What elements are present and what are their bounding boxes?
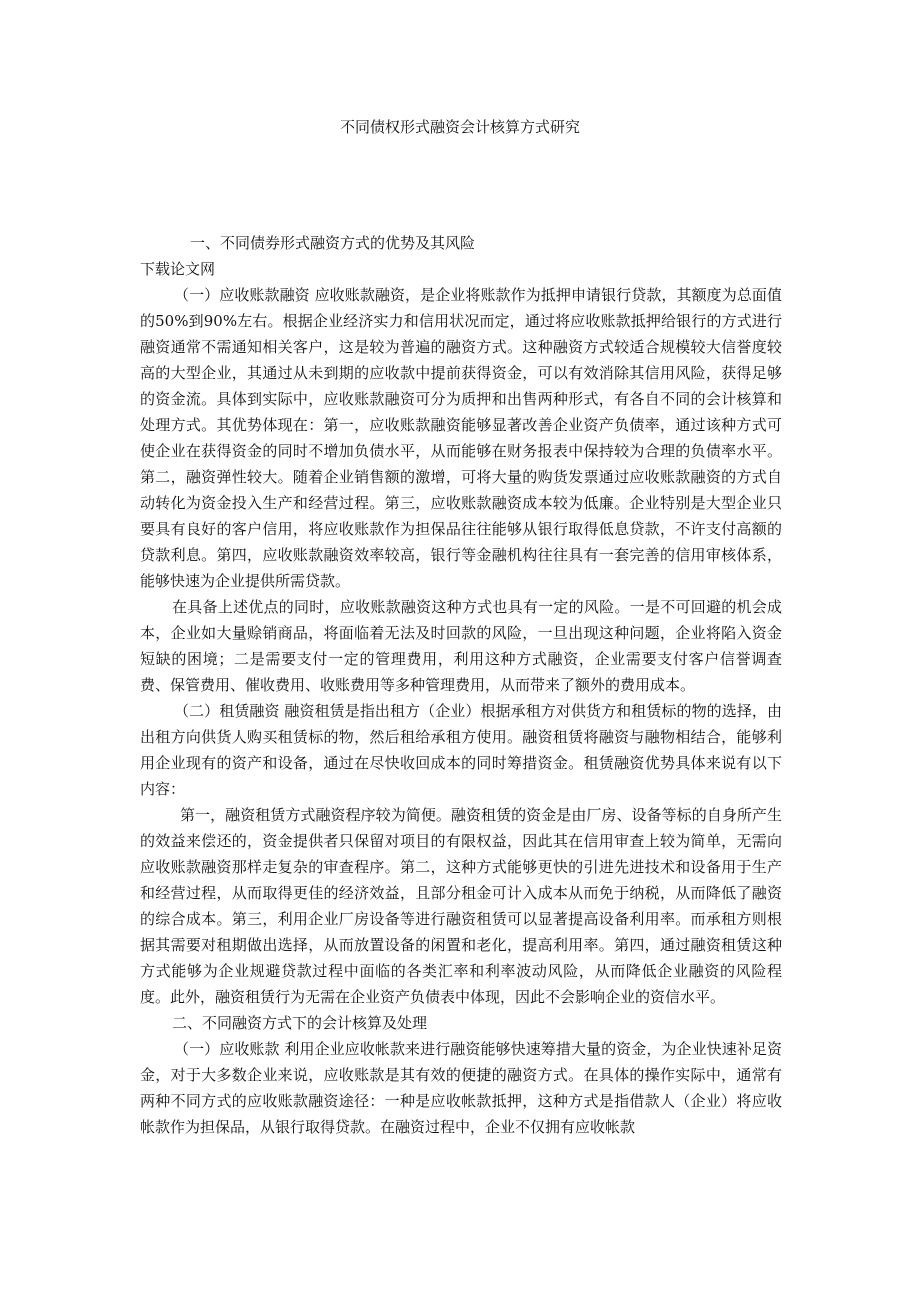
paragraph-leasing-advantages: 第一，融资租赁方式融资程序较为简便。融资租赁的资金是由厂房、设备等标的自身所产生的效益来偿还的，资金提供者只保留对项目的有限权益，因此其在信用审查上较为简单，无需向应收账款融资那样走复杂的审查程序。第二，这种方式能够更快的引进先进技术和设备用于生产和经营过程，从而取得更佳的经济效益，且部分租金可计入成本从而免于纳税，从而降低了融资的综合成本。第三，利用企业厂房设备等进行融资租赁可以显著提高设备利用率。而承租方则根据其需要对租期做出选择，从而放置设备的闲置和老化，提高利用率。第四，通过融资租赁这种方式能够为企业规避贷款过程中面临的各类汇率和利率波动风险，从而降低企业融资的风险程度。此外，融资租赁行为无需在企业资产负债表中体现，因此不会影响企业的资信水平。 — [140, 806, 782, 1006]
section-heading-2: 二、不同融资方式下的会计核算及处理 — [172, 1014, 428, 1032]
source-line: 下载论文网 — [140, 260, 216, 278]
section-heading-1: 一、不同债券形式融资方式的优势及其风险 — [190, 234, 476, 252]
paragraph-receivables-accounting: （一）应收账款 利用企业应收帐款来进行融资能够快速筹措大量的资金，为企业快速补足资金，对于大多数企业来说，应收账款是其有效的便捷的融资方式。在具体的操作实际中，通常有两种不同方式的应收账款融资途径：一种是应收帐款抵押，这种方式是指借款人（企业）将应收帐款作为担保品，从银行取得贷款。在融资过程中，企业不仅拥有应收帐款 — [140, 1040, 782, 1136]
paragraph-receivables-risk: 在具备上述优点的同时，应收账款融资这种方式也具有一定的风险。一是不可回避的机会成本，企业如大量赊销商品，将面临着无法及时回款的风险，一旦出现这种问题，企业将陷入资金短缺的困境；二是需要支付一定的管理费用，利用这种方式融资，企业需要支付客户信誉调查费、保管费用、催收费用、收账费用等多种管理费用，从而带来了额外的费用成本。 — [140, 598, 782, 694]
paragraph-receivables-financing: （一）应收账款融资 应收账款融资，是企业将账款作为抵押申请银行贷款，其额度为总面值的50%到90%左右。根据企业经济实力和信用状况而定，通过将应收账款抵押给银行的方式进行融资通常不需通知相关客户，这是较为普遍的融资方式。这种融资方式较适合规模较大信誉度较高的大型企业，其通过从未到期的应收款中提前获得资金，可以有效消除其信用风险，获得足够的资金流。具体到实际中，应收账款融资可分为质押和出售两种形式，有各自不同的会计核算和处理方式。其优势体现在：第一，应收账款融资能够显著改善企业资产负债率，通过该种方式可使企业在获得资金的同时不增加负债水平，从而能够在财务报表中保持较为合理的负债率水平。第二，融资弹性较大。随着企业销售额的激增，可将大量的购货发票通过应收账款融资的方式自动转化为资金投入生产和经营过程。第三，应收账款融资成本较为低廉。企业特别是大型企业只要具有良好的客户信用，将应收账款作为担保品往往能够从银行取得低息贷款，不许支付高额的贷款利息。第四，应收账款融资效率较高，银行等金融机构往往具有一套完善的信用审核体系，能够快速为企业提供所需贷款。 — [140, 286, 782, 590]
paragraph-leasing-financing: （二）租赁融资 融资租赁是指出租方（企业）根据承租方对供货方和租赁标的物的选择，由出租方向供货人购买租赁标的物，然后租给承租方使用。融资租赁将融资与融物相结合，能够利用企业现有的资产和设备，通过在尽快收回成本的同时筹措资金。租赁融资优势具体来说有以下内容： — [140, 702, 782, 798]
document-title: 不同债权形式融资会计核算方式研究 — [339, 118, 580, 136]
document-body — [140, 230, 782, 1140]
